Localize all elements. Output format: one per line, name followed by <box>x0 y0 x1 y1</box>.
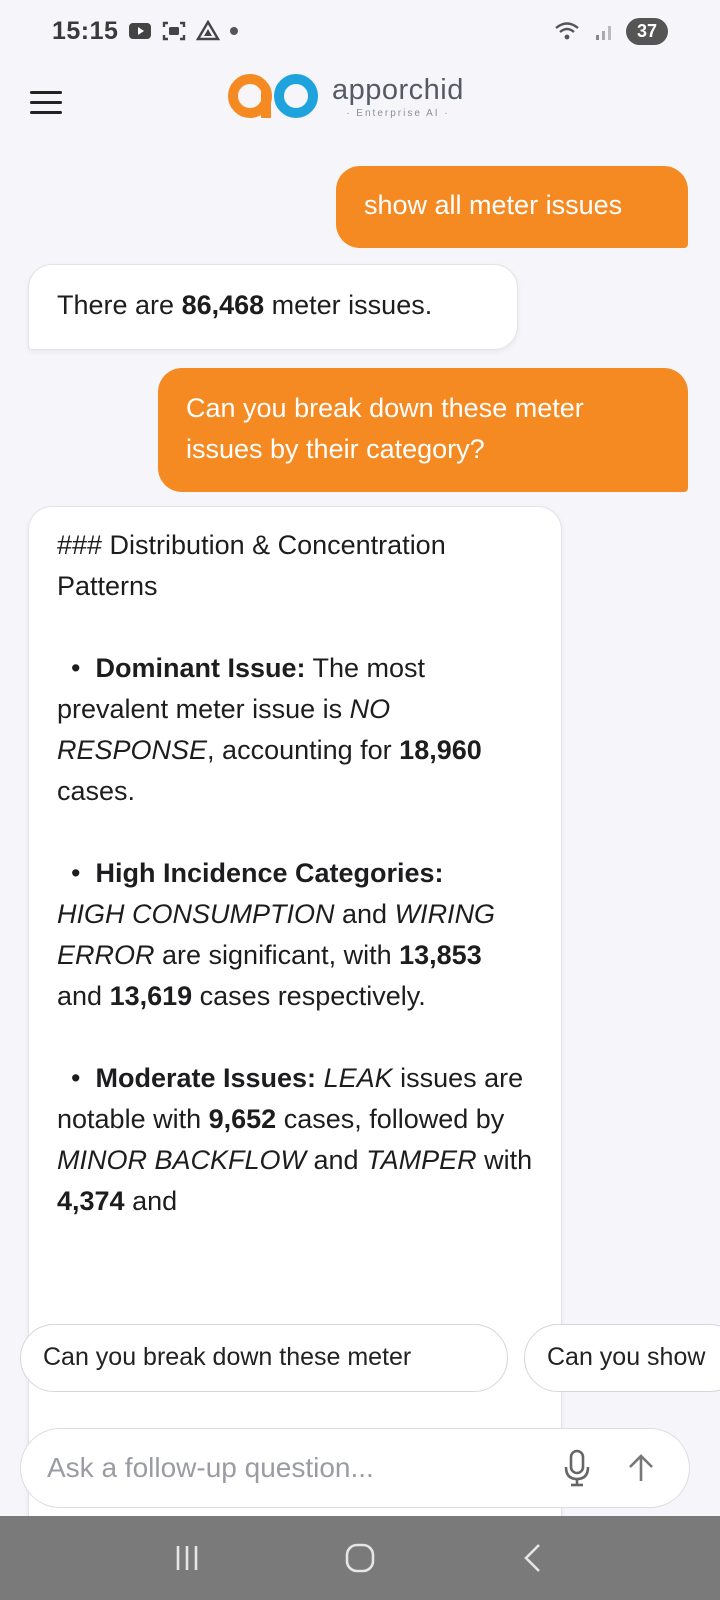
home-button[interactable] <box>330 1528 390 1588</box>
bullet-text: and <box>124 1186 178 1216</box>
home-icon <box>344 1542 376 1574</box>
recent-apps-button[interactable] <box>157 1528 217 1588</box>
analysis-bullet <box>57 1058 533 1222</box>
arrow-up-icon <box>626 1452 656 1484</box>
category-name: LEAK <box>323 1063 393 1093</box>
hamburger-icon <box>30 91 62 94</box>
hamburger-icon <box>30 111 62 114</box>
bullet-text: , accounting for <box>207 735 400 765</box>
notification-dot-icon <box>230 27 238 35</box>
category-name: TAMPER <box>366 1145 477 1175</box>
drive-icon <box>196 20 220 42</box>
suggestion-chip[interactable]: Can you show <box>524 1324 720 1392</box>
status-left <box>52 17 238 46</box>
bullet-text: issues are notable with <box>57 1063 524 1134</box>
category-name: HIGH CONSUMPTION <box>57 899 335 929</box>
logo <box>228 72 464 120</box>
brand-name: apporchid <box>332 73 464 106</box>
status-right <box>554 18 668 45</box>
message-text-post: meter issues. <box>264 290 433 320</box>
follow-up-input-bar <box>20 1428 690 1508</box>
battery-indicator: 37 <box>626 18 668 45</box>
analysis-heading: ### Distribution & Concentration Patterns <box>57 530 446 601</box>
bullet-text: and <box>334 899 395 929</box>
analysis-bullet <box>57 853 533 1017</box>
assistant-message <box>28 264 518 350</box>
logo-text <box>332 74 464 119</box>
recent-apps-icon <box>172 1543 202 1573</box>
signal-icon <box>594 20 616 42</box>
meter-issue-count: 86,468 <box>181 290 265 320</box>
bullet-symbol: • <box>71 858 81 888</box>
category-name: MINOR BACKFLOW <box>57 1145 307 1175</box>
case-count: 13,619 <box>109 981 193 1011</box>
user-message <box>336 166 688 248</box>
back-icon <box>521 1542 545 1574</box>
message-text: Can you break down these meter issues by their category? <box>186 393 584 464</box>
screenshot-icon <box>162 20 186 42</box>
case-count: 4,374 <box>57 1186 125 1216</box>
follow-up-input[interactable] <box>47 1452 535 1484</box>
send-button[interactable] <box>619 1446 663 1490</box>
bullet-text: cases, followed by <box>276 1104 505 1134</box>
bullet-text: cases. <box>57 776 136 806</box>
apporchid-logo-icon <box>228 72 320 120</box>
system-nav-bar <box>0 1516 720 1600</box>
bullet-title: Dominant Issue: <box>95 653 306 683</box>
category-name: WIRING ERROR <box>57 899 496 970</box>
bullet-text: with <box>476 1145 533 1175</box>
microphone-icon <box>562 1448 592 1488</box>
suggestion-chips <box>0 1324 720 1394</box>
message-text-pre: There are <box>57 290 182 320</box>
hamburger-icon <box>30 101 62 104</box>
case-count: 18,960 <box>399 735 482 765</box>
youtube-icon <box>128 21 152 41</box>
message-text: show all meter issues <box>364 190 623 220</box>
case-count: 13,853 <box>399 940 482 970</box>
bullet-text: are significant, with <box>154 940 400 970</box>
bullet-symbol: • <box>71 653 81 683</box>
bullet-text: cases respectively. <box>192 981 426 1011</box>
category-name: NO RESPONSE <box>57 694 391 765</box>
microphone-button[interactable] <box>555 1446 599 1490</box>
user-message <box>158 368 688 492</box>
bullet-title: High Incidence Categories: <box>95 858 444 888</box>
brand-tagline: · Enterprise AI · <box>346 107 450 119</box>
analysis-bullet <box>57 648 533 812</box>
bullet-symbol: • <box>71 1063 81 1093</box>
app-header <box>0 62 720 160</box>
case-count: 9,652 <box>208 1104 277 1134</box>
status-bar <box>0 0 720 62</box>
status-time: 15:15 <box>52 16 119 45</box>
wifi-icon <box>554 19 584 43</box>
bullet-title: Moderate Issues: <box>95 1063 317 1093</box>
bullet-text: and <box>57 981 110 1011</box>
back-button[interactable] <box>503 1528 563 1588</box>
suggestion-chip[interactable]: Can you break down these meter <box>20 1324 508 1392</box>
menu-button[interactable] <box>30 84 66 120</box>
bullet-text: The most prevalent meter issue is <box>57 653 426 724</box>
bullet-text: and <box>306 1145 367 1175</box>
